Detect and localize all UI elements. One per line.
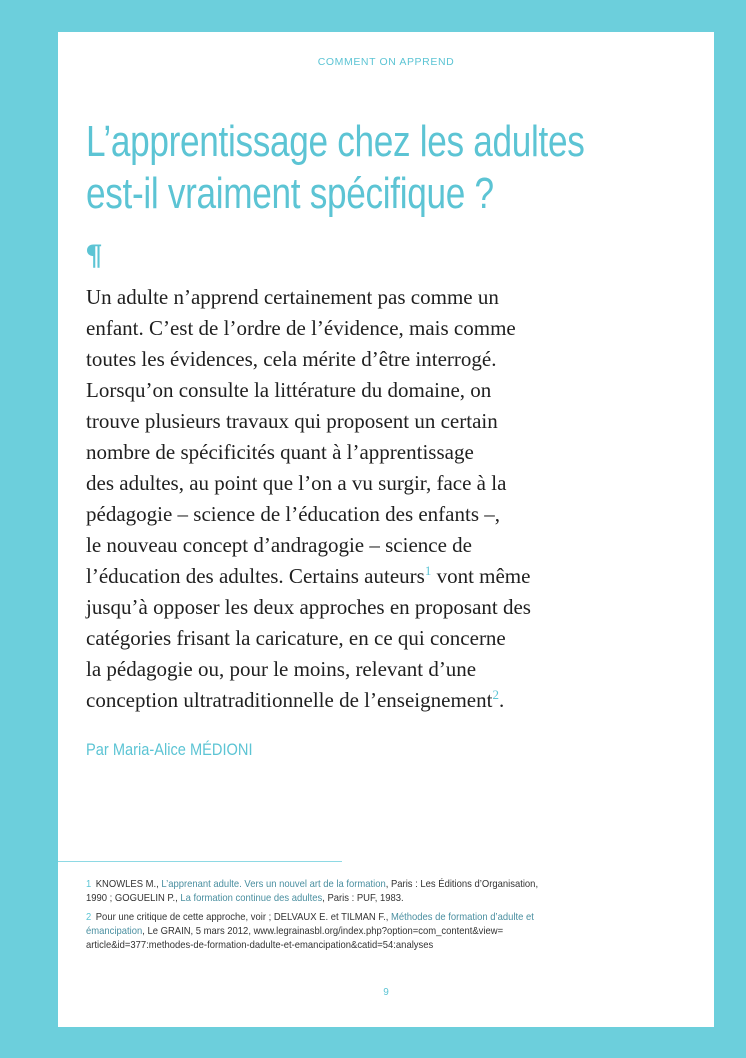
body-line: jusqu’à opposer les deux approches en proposant des	[86, 595, 531, 619]
footnote-text: 1990 ; GOGUELIN P.,	[86, 892, 181, 904]
footnote-number: 1	[86, 878, 92, 890]
article-title	[86, 116, 585, 220]
pilcrow-icon: ¶	[85, 239, 103, 272]
footnote-line	[86, 924, 644, 938]
footnote-divider	[58, 861, 342, 862]
footnote-line	[86, 877, 644, 891]
footnote-line	[86, 891, 644, 905]
body-line: des adultes, au point que l’on a vu surgir, face à la	[86, 471, 507, 495]
footnote-ref-1[interactable]: 1	[424, 563, 432, 578]
body-text-fragment: vont même	[436, 564, 531, 588]
body-line: le nouveau concept d’andragogie – science de	[86, 533, 472, 557]
footnote-line	[86, 910, 644, 924]
body-line: la pédagogie ou, pour le moins, relevant d’une	[86, 657, 477, 681]
footnote-text: , Paris : Les Éditions d’Organisation,	[385, 878, 539, 890]
body-line: catégories frisant la caricature, en ce qui concerne	[86, 626, 506, 650]
body-line-with-note	[86, 685, 666, 716]
body-line: Un adulte n’apprend certainement pas comme un	[86, 285, 499, 309]
footnote-title-link[interactable]: émancipation	[86, 925, 143, 937]
footnote-number: 2	[86, 911, 92, 923]
body-line: nombre de spécificités quant à l’apprentissage	[86, 440, 474, 464]
footnote-text: , Paris : PUF, 1983.	[322, 892, 404, 904]
footnote-2	[86, 910, 706, 952]
footnote-title-link[interactable]: L’apprenant adulte. Vers un nouvel art de la formation	[161, 878, 386, 890]
footnote-1	[86, 877, 706, 905]
body-line: toutes les évidences, cela mérite d’être interrogé.	[86, 347, 497, 371]
body-line: Lorsqu’on consulte la littérature du domaine, on	[86, 378, 492, 402]
footnote-text: Pour une critique de cette approche, voir ; DELVAUX E. et TILMAN F.,	[95, 911, 391, 923]
body-line-with-note	[86, 561, 666, 592]
title-line: est-il vraiment spécifique ?	[86, 169, 494, 218]
footnote-title-link[interactable]: Méthodes de formation d’adulte et	[390, 911, 534, 923]
footnote-ref-2[interactable]: 2	[492, 687, 499, 702]
footnote-title-link[interactable]: La formation continue des adultes	[180, 892, 323, 904]
body-text-fragment: conception ultratraditionnelle de l’enseignement	[86, 688, 493, 712]
body-line: pédagogie – science de l’éducation des enfants –,	[86, 502, 501, 526]
footnotes	[86, 877, 706, 957]
author-byline: Par Maria-Alice MÉDIONI	[86, 740, 253, 759]
body-text-fragment: .	[498, 688, 505, 712]
body-line: enfant. C’est de l’ordre de l’évidence, mais comme	[86, 316, 516, 340]
footnote-url-text[interactable]: , Le GRAIN, 5 mars 2012, www.legrainasbl.org/index.php?option=com_content&view=	[142, 925, 504, 937]
document-page	[58, 32, 714, 1027]
title-line: L’apprentissage chez les adultes	[86, 117, 585, 166]
body-line: trouve plusieurs travaux qui proposent un certain	[86, 409, 498, 433]
body-text-fragment: l’éducation des adultes. Certains auteurs	[86, 564, 425, 588]
running-head: COMMENT ON APPREND	[317, 56, 455, 68]
footnote-text: KNOWLES M.,	[95, 878, 162, 890]
footnote-url-line[interactable]: article&id=377:methodes-de-formation-dadulte-et-emancipation&catid=54:analyses	[86, 939, 434, 951]
page-number: 9	[383, 987, 389, 998]
article-body	[86, 282, 666, 716]
